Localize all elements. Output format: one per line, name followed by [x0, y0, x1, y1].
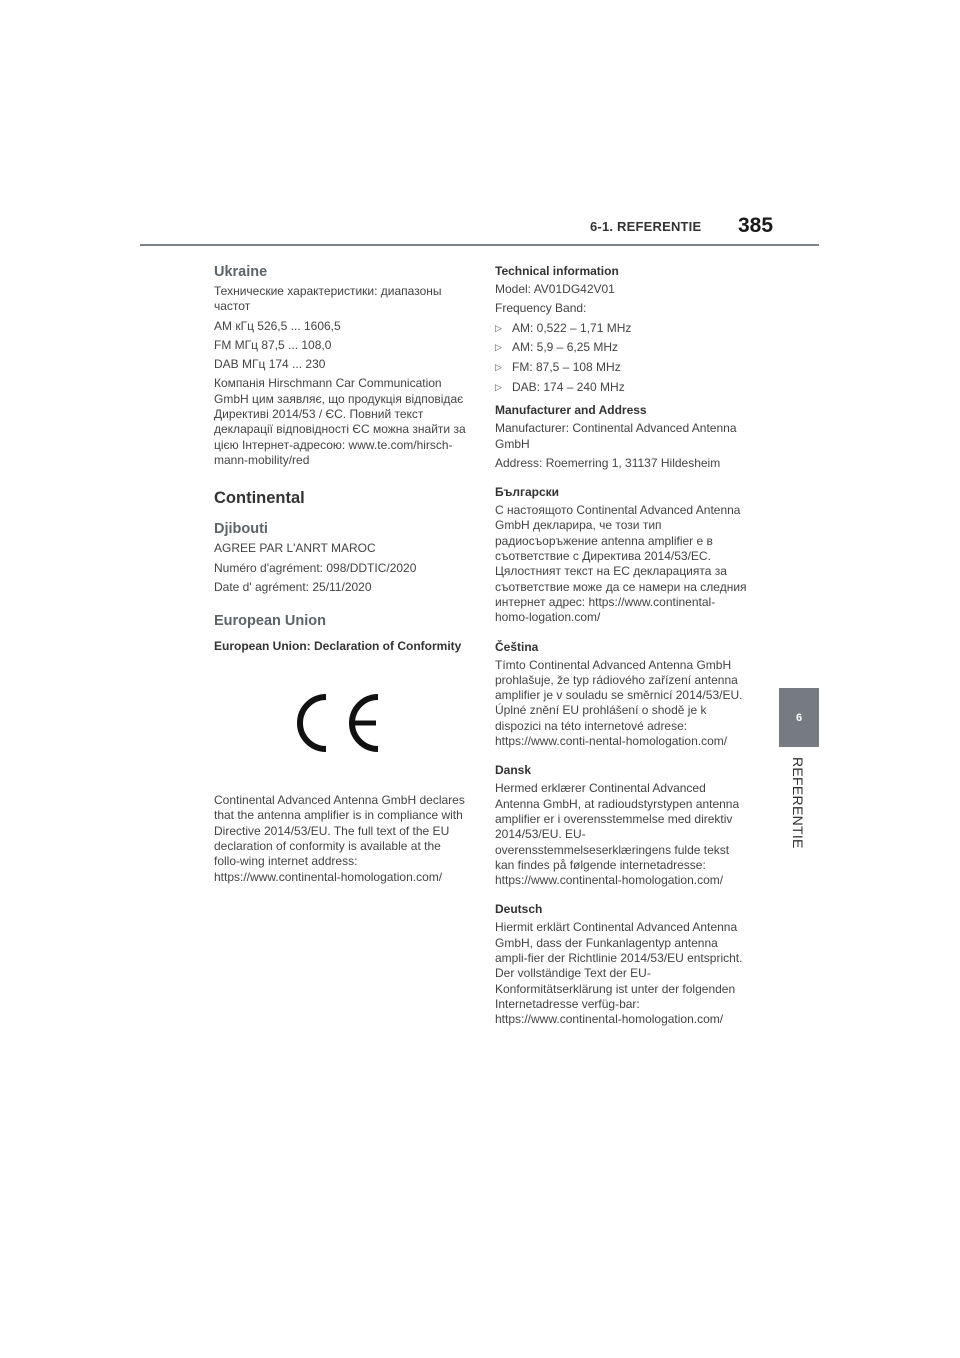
triangle-bullet-icon: ▷ — [495, 322, 502, 333]
czech-text: Tímto Continental Advanced Antenna GmbH prohlašuje, že typ rádiového zařízení antenna amplifier je v souladu se směrnicí 2014/53/EU. Úplné znění EU prohlášení o shodě je k dispozici na této internetové adrese: https://www.conti-nental-homologation.com/ — [495, 657, 743, 749]
ukraine-declaration: Компанія Hirschmann Car Communication GmbH цим заявляє, що продукція відповідає Директиві 2014/53 / ЄС. Повний текст декларації відповідності ЄС можна знайти за цією Інтернет-адресою: www.te.com/hirsch-mann-mobility/red — [214, 376, 466, 467]
ukraine-am: АМ кГц 526,5 ... 1606,5 — [214, 318, 341, 333]
djibouti-number: Numéro d'agrément: 098/DDTIC/2020 — [214, 560, 417, 575]
tech-heading: Technical information — [495, 264, 619, 278]
djibouti-date: Date d' agrément: 25/11/2020 — [214, 579, 372, 594]
page-number: 385 — [738, 214, 774, 237]
ce-mark-icon — [296, 693, 380, 753]
triangle-bullet-icon: ▷ — [495, 381, 502, 392]
list-item: ▷ AM: 5,9 – 6,25 MHz — [495, 340, 619, 355]
manufacturer-address: Address: Roemerring 1, 31137 Hildesheim — [495, 455, 721, 470]
list-item: ▷ DAB: 174 – 240 MHz — [495, 379, 625, 394]
djibouti-heading: Djibouti — [214, 521, 268, 538]
continental-heading: Continental — [214, 489, 305, 508]
list-item: ▷ FM: 87,5 – 108 MHz — [495, 360, 621, 375]
tech-band-label: Frequency Band: — [495, 301, 587, 316]
manufacturer-heading: Manufacturer and Address — [495, 403, 647, 418]
german-heading: Deutsch — [495, 902, 543, 917]
ukraine-heading: Ukraine — [214, 264, 268, 280]
chapter-label: REFERENTIE — [790, 757, 806, 849]
triangle-bullet-icon: ▷ — [495, 362, 502, 373]
band-list — [495, 321, 747, 396]
header-divider — [140, 244, 819, 246]
danish-heading: Dansk — [495, 763, 532, 778]
chapter-number: 6 — [795, 711, 803, 724]
ukraine-freq-title: Технические характеристики: диапазоны частот — [214, 284, 442, 314]
eu-declaration-text: Continental Advanced Antenna GmbH declares that the antenna amplifier is in compliance with Directive 2014/53/EU. The full text of the EU declaration of conformity is available at the follo-wing internet address: https://www.continental-homologation.com/ — [214, 793, 465, 884]
czech-heading: Čeština — [495, 639, 539, 654]
triangle-bullet-icon: ▷ — [495, 342, 502, 353]
chapter-tab[interactable] — [779, 688, 819, 747]
right-column — [495, 264, 747, 1031]
ukraine-dab: DAB МГц 174 ... 230 — [214, 357, 326, 372]
german-text: Hiermit erklärt Continental Advanced Antenna GmbH, dass der Funkanlagentyp antenna ampli-fier der Richtlinie 2014/53/EU entspricht. Der vollständige Text der EU-Konformitätserklärung ist unter der folgenden Internetadresse verfüg-bar: https://www.continental-homologation.com/ — [495, 920, 743, 1027]
list-item: ▷ AM: 0,522 – 1,71 MHz — [495, 320, 632, 335]
tech-model: Model: AV01DG42V01 — [495, 282, 615, 296]
bulgarian-heading: Български — [495, 485, 560, 500]
bulgarian-text: С настоящото Continental Advanced Antenna GmbH декларира, че този тип радиосъоръжение antenna amplifier е в съответствие с Директива 2014/53/ЕС. Цялостният текст на ЕС декларацията за съответствие може да се намери на следния интернет адрес: https://www.continental-homo-logation.com/ — [495, 503, 747, 625]
eu-heading: European Union — [214, 613, 326, 630]
ukraine-fm: FM МГц 87,5 ... 108,0 — [214, 337, 332, 352]
left-column — [214, 264, 466, 889]
eu-declaration-heading: European Union: Declaration of Conformity — [214, 639, 462, 654]
djibouti-agree: AGREE PAR L'ANRT MAROC — [214, 541, 376, 556]
section-title: 6-1. REFERENTIE — [590, 219, 702, 234]
manufacturer-name: Manufacturer: Continental Advanced Antenna GmbH — [495, 421, 737, 451]
danish-text: Hermed erklærer Continental Advanced Antenna GmbH, at radioudstyrstypen antenna amplifier er i overensstemmelse med direktiv 2014/53/EU. EU-overensstemmelseserklæringens fulde tekst kan findes på følgende internetadresse: https://www.continental-homologation.com/ — [495, 781, 740, 888]
